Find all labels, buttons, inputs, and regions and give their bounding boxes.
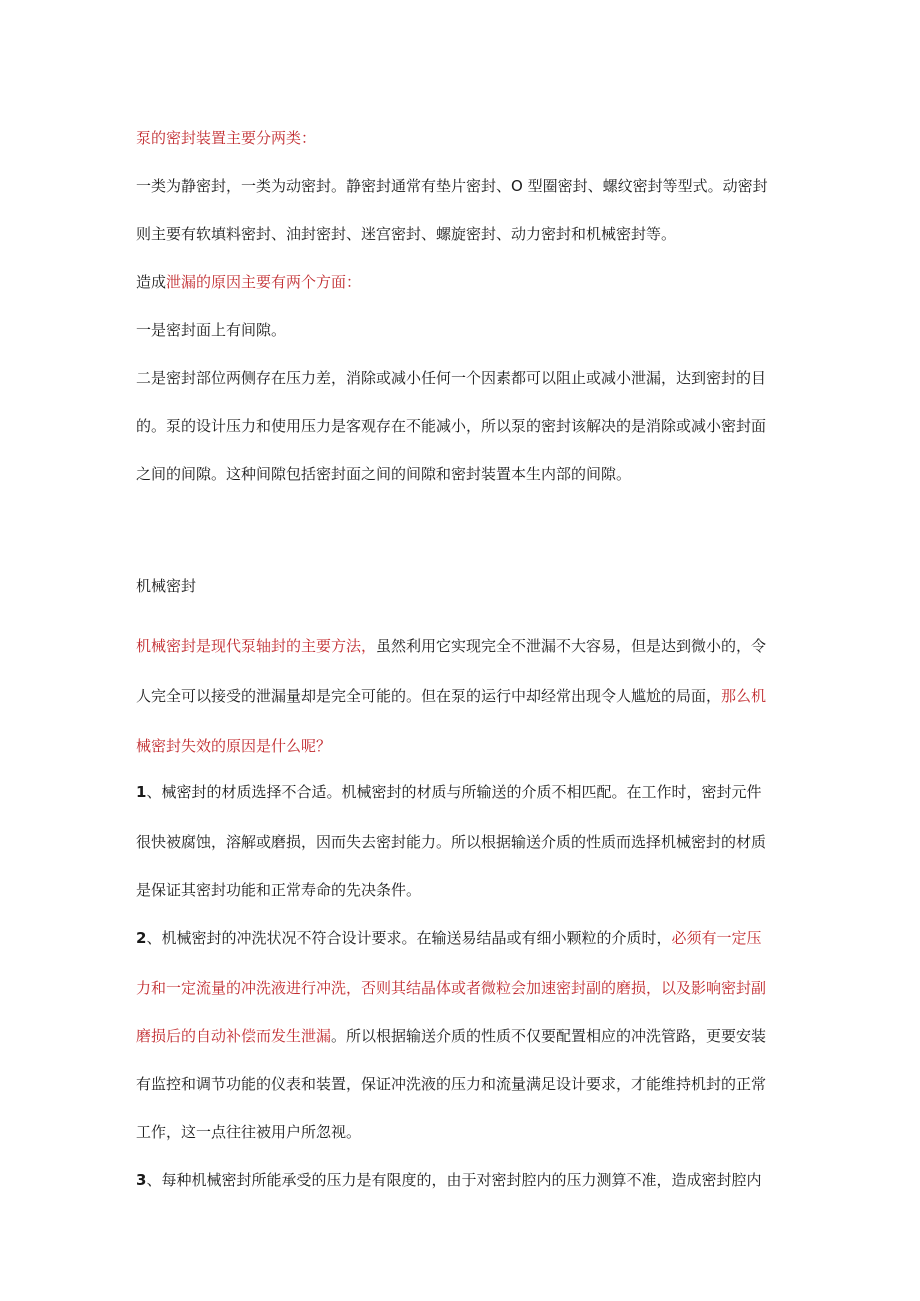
- text-span: 、机械密封的冲洗状况不符合设计要求。在输送易结晶或有细小颗粒的介质时，: [146, 929, 672, 947]
- list-item-3: [136, 1169, 761, 1191]
- highlight-text: 械密封失效的原因是什么呢？: [136, 737, 332, 755]
- paragraph-line: [136, 1025, 766, 1047]
- list-item-2: [136, 927, 761, 949]
- text-span: 、每种机械密封所能承受的压力是有限度的，由于对密封腔内的压力测算不准，造成密封腔内: [146, 1171, 762, 1189]
- section-heading-seal-types: 泵的密封装置主要分两类：: [136, 129, 317, 147]
- item-number: 2: [136, 929, 147, 947]
- item-number: 3: [136, 1171, 147, 1189]
- paragraph-intro: [136, 635, 766, 657]
- text-span: 。所以根据输送介质的性质不仅要配置相应的冲洗管路，更要安装: [331, 1027, 767, 1045]
- paragraph-leak-causes: [136, 271, 361, 293]
- highlight-text: 力和一定流量的冲洗液进行冲洗，否则其结晶体或者微粒会加速密封副的磨损，以及影响密封副: [136, 979, 767, 997]
- list-item-1: [136, 781, 761, 803]
- paragraph-line: 则主要有软填料密封、油封密封、迷宫密封、螺旋密封、动力密封和机械密封等。: [136, 225, 677, 243]
- highlight-text: 必须有一定压: [671, 929, 762, 947]
- paragraph-line: 很快被腐蚀，溶解或磨损，因而失去密封能力。所以根据输送介质的性质而选择机械密封的材质: [136, 833, 767, 851]
- paragraph-line: 是保证其密封功能和正常寿命的先决条件。: [136, 881, 422, 899]
- text-span: 造成: [136, 273, 167, 291]
- item-number: 1: [136, 783, 147, 801]
- paragraph-line: 一类为静密封，一类为动密封。静密封通常有垫片密封、O 型圈密封、螺纹密封等型式。动密封: [136, 177, 768, 195]
- paragraph-intro: [136, 685, 766, 707]
- paragraph-line: 之间的间隙。这种间隙包括密封面之间的间隙和密封装置本生内部的间隙。: [136, 465, 632, 483]
- paragraph-line: 二是密封部位两侧存在压力差，消除或减小任何一个因素都可以阻止或减小泄漏，达到密封的目: [136, 369, 767, 387]
- highlight-text: 磨损后的自动补偿而发生泄漏: [136, 1027, 332, 1045]
- paragraph-line: 有监控和调节功能的仪表和装置，保证冲洗液的压力和流量满足设计要求，才能维持机封的正常: [136, 1075, 767, 1093]
- paragraph-line: 一是密封面上有间隙。: [136, 321, 287, 339]
- highlight-text: 机械密封是现代泵轴封的主要方法，: [136, 637, 377, 655]
- highlight-text: 泄漏的原因主要有两个方面：: [166, 273, 362, 291]
- text-span: 、械密封的材质选择不合适。机械密封的材质与所输送的介质不相匹配。在工作时，密封元件: [146, 783, 762, 801]
- section-title-mechanical-seal: 机械密封: [136, 577, 197, 595]
- text-span: 人完全可以接受的泄漏量却是完全可能的。但在泵的运行中却经常出现令人尴尬的局面，: [136, 687, 722, 705]
- highlight-text: 那么机: [721, 687, 767, 705]
- text-span: 虽然利用它实现完全不泄漏不大容易，但是达到微小的，令: [376, 637, 767, 655]
- paragraph-line: 工作，这一点往往被用户所忽视。: [136, 1123, 362, 1141]
- paragraph-line: 的。泵的设计压力和使用压力是客观存在不能减小，所以泵的密封该解决的是消除或减小密封面: [136, 417, 767, 435]
